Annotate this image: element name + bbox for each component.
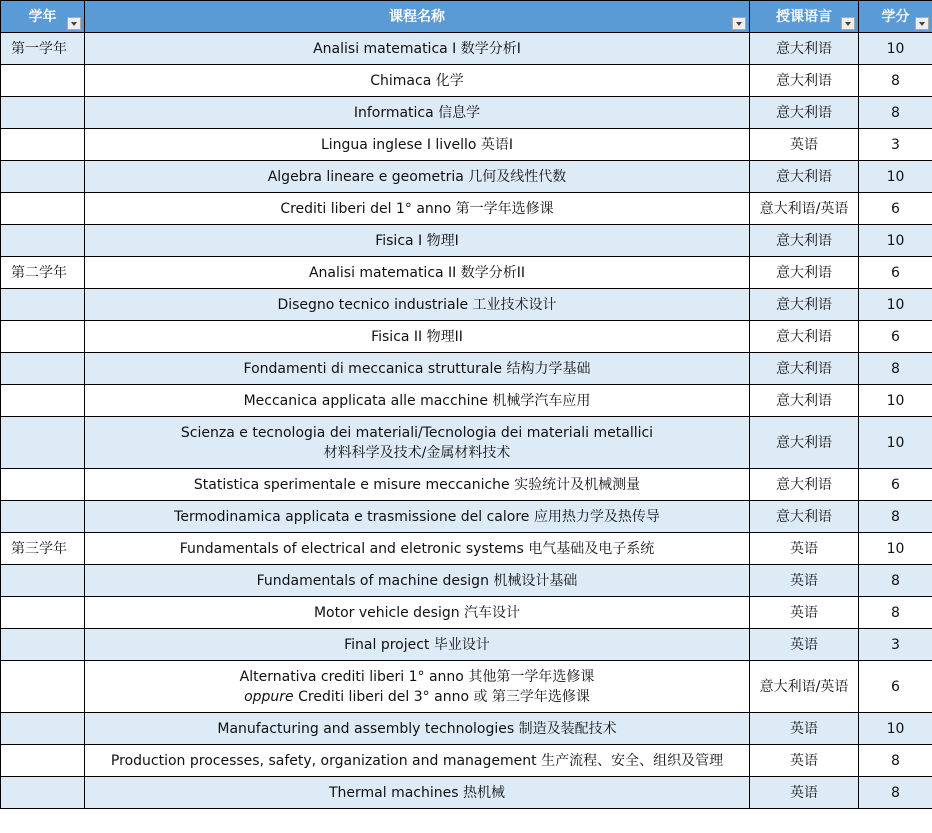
course-cell[interactable]: Algebra lineare e geometria 几何及线性代数 xyxy=(85,161,750,193)
course-cell[interactable]: Chimaca 化学 xyxy=(85,65,750,97)
table-row xyxy=(1,257,932,289)
course-cell[interactable]: Termodinamica applicata e trasmissione del calore 应用热力学及热传导 xyxy=(85,501,750,533)
credits-cell[interactable]: 8 xyxy=(859,65,932,97)
language-cell[interactable]: 意大利语 xyxy=(750,289,859,321)
credits-cell[interactable]: 8 xyxy=(859,777,932,809)
credits-cell[interactable]: 10 xyxy=(859,33,932,65)
year-cell[interactable] xyxy=(1,777,85,809)
table-row xyxy=(1,289,932,321)
table-row xyxy=(1,65,932,97)
header-year: 学年 xyxy=(1,1,85,33)
year-cell[interactable]: 第三学年 xyxy=(1,533,85,565)
year-cell[interactable] xyxy=(1,193,85,225)
language-cell[interactable]: 英语 xyxy=(750,129,859,161)
course-cell[interactable]: Final project 毕业设计 xyxy=(85,629,750,661)
year-cell[interactable] xyxy=(1,629,85,661)
course-cell[interactable]: Statistica sperimentale e misure meccaniche 实验统计及机械测量 xyxy=(85,469,750,501)
credits-cell[interactable]: 10 xyxy=(859,385,932,417)
year-cell[interactable] xyxy=(1,225,85,257)
filter-dropdown-icon[interactable] xyxy=(841,17,855,30)
credits-cell[interactable]: 10 xyxy=(859,417,932,469)
language-cell[interactable]: 意大利语 xyxy=(750,469,859,501)
credits-cell[interactable]: 8 xyxy=(859,565,932,597)
language-cell[interactable]: 意大利语 xyxy=(750,33,859,65)
course-cell[interactable]: Thermal machines 热机械 xyxy=(85,777,750,809)
year-cell[interactable] xyxy=(1,385,85,417)
course-cell[interactable]: Fisica II 物理II xyxy=(85,321,750,353)
credits-cell[interactable]: 3 xyxy=(859,629,932,661)
filter-dropdown-icon[interactable] xyxy=(732,17,746,30)
table-row xyxy=(1,193,932,225)
year-cell[interactable] xyxy=(1,565,85,597)
language-cell[interactable]: 意大利语 xyxy=(750,385,859,417)
table-row xyxy=(1,713,932,745)
language-cell[interactable]: 意大利语/英语 xyxy=(750,661,859,713)
table-row xyxy=(1,417,932,469)
course-cell[interactable]: Fondamenti di meccanica strutturale 结构力学基础 xyxy=(85,353,750,385)
table-row xyxy=(1,385,932,417)
course-cell[interactable]: Production processes, safety, organization and management 生产流程、安全、组织及管理 xyxy=(85,745,750,777)
course-cell[interactable]: Alternativa crediti liberi 1° anno 其他第一学年选修课 oppure Crediti liberi del 3° anno 或 第三学年选修课 xyxy=(85,661,750,713)
course-cell[interactable]: Informatica 信息学 xyxy=(85,97,750,129)
course-cell[interactable]: Disegno tecnico industriale 工业技术设计 xyxy=(85,289,750,321)
table-row xyxy=(1,97,932,129)
course-cell[interactable]: Scienza e tecnologia dei materiali/Tecnologia dei materiali metallici 材料科学及技术/金属材料技术 xyxy=(85,417,750,469)
header-language: 授课语言 xyxy=(750,1,859,33)
table-row xyxy=(1,353,932,385)
credits-cell[interactable]: 8 xyxy=(859,353,932,385)
year-cell[interactable] xyxy=(1,289,85,321)
table-row xyxy=(1,469,932,501)
course-cell[interactable]: Meccanica applicata alle macchine 机械学汽车应用 xyxy=(85,385,750,417)
table-row xyxy=(1,321,932,353)
language-cell[interactable]: 英语 xyxy=(750,777,859,809)
table-row xyxy=(1,129,932,161)
table-row xyxy=(1,745,932,777)
header-row xyxy=(1,1,932,33)
year-cell[interactable] xyxy=(1,129,85,161)
table-row xyxy=(1,533,932,565)
credits-cell[interactable]: 10 xyxy=(859,225,932,257)
course-cell[interactable]: Analisi matematica II 数学分析II xyxy=(85,257,750,289)
credits-cell[interactable]: 6 xyxy=(859,193,932,225)
credits-cell[interactable]: 10 xyxy=(859,289,932,321)
course-cell[interactable]: Manufacturing and assembly technologies 制造及装配技术 xyxy=(85,713,750,745)
header-course: 课程名称 xyxy=(85,1,750,33)
year-cell[interactable] xyxy=(1,501,85,533)
table-row xyxy=(1,161,932,193)
credits-cell[interactable]: 6 xyxy=(859,661,932,713)
header-credits: 学分 xyxy=(859,1,932,33)
credits-cell[interactable]: 3 xyxy=(859,129,932,161)
table-row xyxy=(1,33,932,65)
course-cell[interactable]: Motor vehicle design 汽车设计 xyxy=(85,597,750,629)
year-cell[interactable] xyxy=(1,713,85,745)
credits-cell[interactable]: 10 xyxy=(859,713,932,745)
language-cell[interactable]: 意大利语/英语 xyxy=(750,193,859,225)
course-cell[interactable]: Analisi matematica I 数学分析I xyxy=(85,33,750,65)
course-cell[interactable]: Lingua inglese I livello 英语I xyxy=(85,129,750,161)
year-cell[interactable] xyxy=(1,745,85,777)
table-row xyxy=(1,225,932,257)
course-cell[interactable]: Fundamentals of machine design 机械设计基础 xyxy=(85,565,750,597)
language-cell[interactable]: 意大利语 xyxy=(750,225,859,257)
language-cell[interactable]: 意大利语 xyxy=(750,321,859,353)
credits-cell[interactable]: 10 xyxy=(859,533,932,565)
language-cell[interactable]: 英语 xyxy=(750,713,859,745)
language-cell[interactable]: 意大利语 xyxy=(750,501,859,533)
credits-cell[interactable]: 8 xyxy=(859,501,932,533)
year-cell[interactable] xyxy=(1,597,85,629)
course-cell[interactable]: Fundamentals of electrical and eletronic systems 电气基础及电子系统 xyxy=(85,533,750,565)
credits-cell[interactable]: 10 xyxy=(859,161,932,193)
course-cell[interactable]: Fisica I 物理I xyxy=(85,225,750,257)
filter-dropdown-icon[interactable] xyxy=(67,17,81,30)
language-cell[interactable]: 意大利语 xyxy=(750,97,859,129)
table-row xyxy=(1,629,932,661)
year-cell[interactable] xyxy=(1,321,85,353)
table-row xyxy=(1,777,932,809)
credits-cell[interactable]: 6 xyxy=(859,469,932,501)
course-cell[interactable]: Crediti liberi del 1° anno 第一学年选修课 xyxy=(85,193,750,225)
year-cell[interactable] xyxy=(1,661,85,713)
language-cell[interactable]: 意大利语 xyxy=(750,353,859,385)
credits-cell[interactable]: 6 xyxy=(859,257,932,289)
year-cell[interactable] xyxy=(1,65,85,97)
language-cell[interactable]: 英语 xyxy=(750,565,859,597)
language-cell[interactable]: 英语 xyxy=(750,629,859,661)
year-cell[interactable] xyxy=(1,353,85,385)
language-cell[interactable]: 意大利语 xyxy=(750,65,859,97)
filter-dropdown-icon[interactable] xyxy=(915,17,929,30)
year-cell[interactable] xyxy=(1,97,85,129)
table-row xyxy=(1,597,932,629)
language-cell[interactable]: 意大利语 xyxy=(750,417,859,469)
year-cell[interactable] xyxy=(1,469,85,501)
table-row xyxy=(1,565,932,597)
credits-cell[interactable]: 8 xyxy=(859,97,932,129)
table-row xyxy=(1,501,932,533)
credits-cell[interactable]: 6 xyxy=(859,321,932,353)
table-row xyxy=(1,661,932,713)
year-cell[interactable] xyxy=(1,161,85,193)
year-cell[interactable]: 第一学年 xyxy=(1,33,85,65)
language-cell[interactable]: 英语 xyxy=(750,533,859,565)
language-cell[interactable]: 英语 xyxy=(750,745,859,777)
language-cell[interactable]: 意大利语 xyxy=(750,161,859,193)
year-cell[interactable]: 第二学年 xyxy=(1,257,85,289)
credits-cell[interactable]: 8 xyxy=(859,745,932,777)
credits-cell[interactable]: 8 xyxy=(859,597,932,629)
language-cell[interactable]: 英语 xyxy=(750,597,859,629)
year-cell[interactable] xyxy=(1,417,85,469)
language-cell[interactable]: 意大利语 xyxy=(750,257,859,289)
